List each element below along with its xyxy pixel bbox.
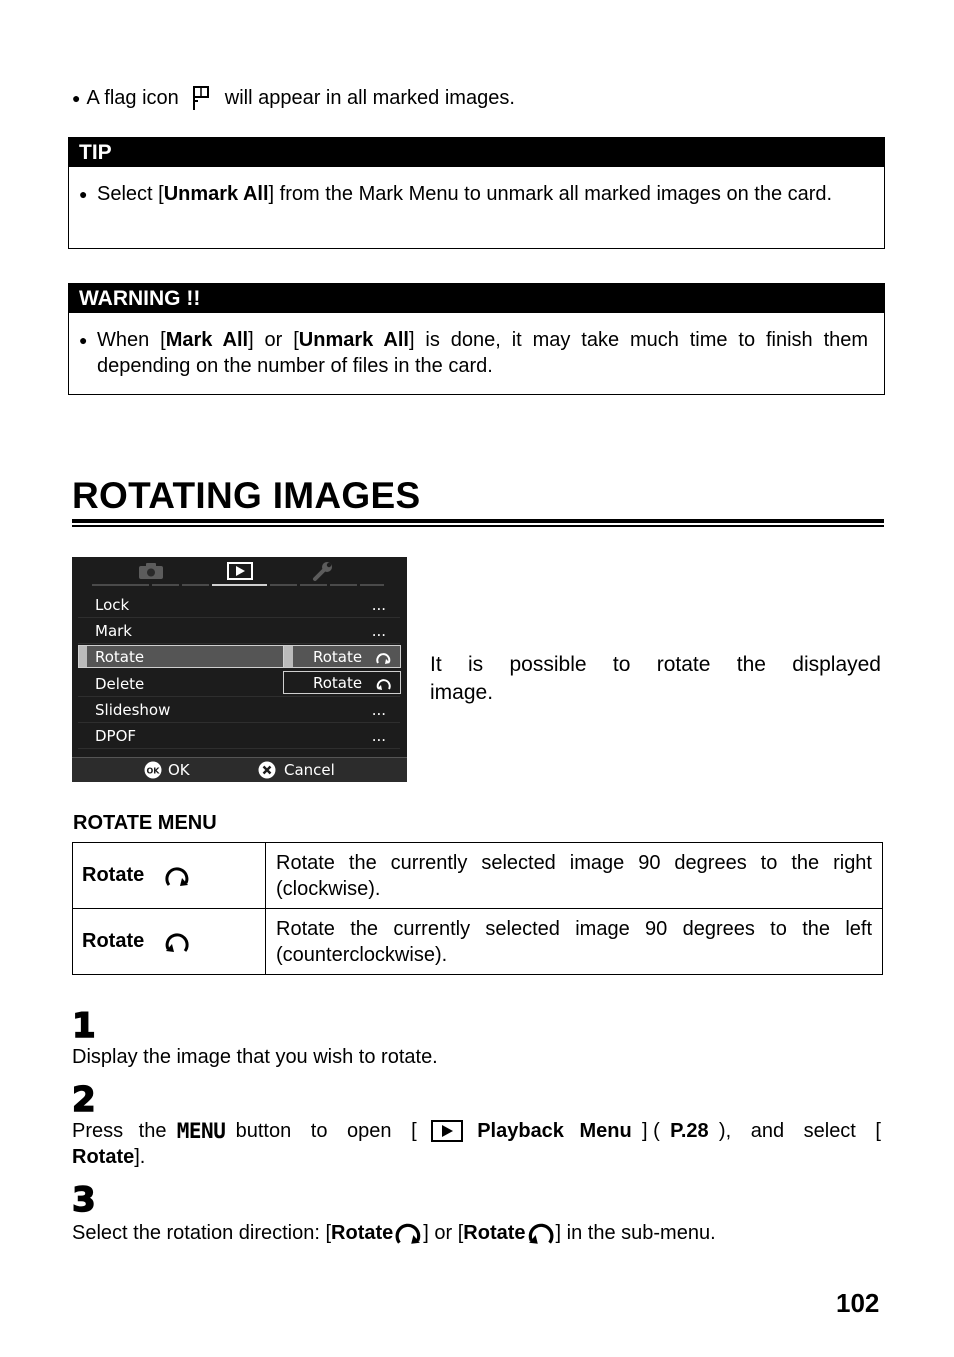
warning-body xyxy=(69,313,884,391)
flag-note xyxy=(72,84,515,112)
tip-body xyxy=(69,167,884,219)
submenu-rotate-clockwise[interactable] xyxy=(283,645,401,668)
camera-menu-tabs xyxy=(92,557,384,587)
menu-item-label: Rotate xyxy=(95,648,145,666)
rotate-option-description: Rotate the currently selected image 90 degrees to the right (clockwise). xyxy=(266,843,883,909)
rotate-option-description: Rotate the currently selected image 90 degrees to the left (counterclockwise). xyxy=(266,909,883,975)
warning-title: WARNING !! xyxy=(69,284,884,313)
playback-menu-label: Playback Menu xyxy=(477,1120,632,1142)
warning-bold-unmark-all: Unmark All xyxy=(298,329,409,351)
rotate-option-label: Rotate xyxy=(82,864,145,887)
step-3-part: ] or [ xyxy=(423,1222,464,1244)
cancel-button[interactable] xyxy=(258,758,335,782)
rotate-option-label: Rotate xyxy=(82,930,145,953)
menu-button-label: MENU xyxy=(176,1119,226,1143)
rotate-menu-label: Rotate xyxy=(72,1146,135,1168)
flag-note-before: A flag icon xyxy=(86,86,179,109)
rotate-menu-heading: ROTATE MENU xyxy=(73,812,217,834)
menu-item-value: ... xyxy=(371,701,386,719)
menu-item-label: Delete xyxy=(95,675,145,693)
rotate-label: Rotate xyxy=(463,1222,526,1244)
step-3-part: ] in the sub-menu. xyxy=(555,1222,716,1244)
warning-text: ] is done, it may take much time to finish them depending on the number of files in the card. xyxy=(97,329,869,377)
page-reference: P.28 xyxy=(670,1120,709,1142)
step-2-part: button to open [ xyxy=(235,1120,417,1142)
step-2-part: ), and select [ xyxy=(718,1120,881,1142)
menu-item-dpof[interactable] xyxy=(78,723,400,749)
rotate-option-cell xyxy=(73,843,266,909)
table-row xyxy=(73,909,883,975)
ok-badge-icon xyxy=(144,761,162,779)
menu-item-lock[interactable] xyxy=(78,592,400,618)
step-2-part: Press the xyxy=(72,1120,167,1142)
camera-menu-screenshot xyxy=(72,557,407,782)
playback-tab-icon xyxy=(227,562,253,580)
submenu-rotate-counterclockwise[interactable] xyxy=(283,671,401,694)
rotate-clockwise-icon xyxy=(375,649,392,665)
page-number: 102 xyxy=(836,1288,880,1318)
rotate-counterclockwise-icon xyxy=(375,675,392,691)
menu-item-label: Slideshow xyxy=(95,701,171,719)
title-rule xyxy=(72,525,884,527)
menu-item-value: ... xyxy=(371,727,386,745)
cancel-x-icon xyxy=(258,761,276,779)
tip-bold-unmark-all: Unmark All xyxy=(163,183,269,205)
camera-icon xyxy=(138,562,164,580)
ok-label: OK xyxy=(168,761,190,779)
menu-item-label: Mark xyxy=(95,622,132,640)
ok-button[interactable] xyxy=(144,758,190,782)
flag-note-after: will appear in all marked images. xyxy=(224,86,515,109)
submenu-label: Rotate xyxy=(313,674,363,692)
step-2-text xyxy=(72,1118,881,1170)
camera-menu-footer xyxy=(72,757,407,782)
cancel-label: Cancel xyxy=(284,761,335,779)
menu-item-label: Lock xyxy=(95,596,130,614)
step-2-part: ]. xyxy=(134,1146,146,1168)
rotate-counterclockwise-icon xyxy=(164,929,190,955)
rotate-clockwise-icon xyxy=(164,863,190,889)
step-1-text: Display the image that you wish to rotate. xyxy=(72,1046,438,1068)
tip-title: TIP xyxy=(69,138,884,167)
menu-item-label: DPOF xyxy=(95,727,137,745)
warning-text: ] or [ xyxy=(248,329,299,351)
svg-text:OK: OK xyxy=(146,766,160,776)
tip-text: Select [ xyxy=(97,183,164,205)
step-3-part: Select the rotation direction: [ xyxy=(72,1222,332,1244)
rotate-option-cell xyxy=(73,909,266,975)
step-number-1: 1 xyxy=(72,1006,95,1046)
rotate-clockwise-icon xyxy=(394,1219,422,1247)
menu-item-slideshow[interactable] xyxy=(78,697,400,723)
menu-item-mark[interactable] xyxy=(78,618,400,644)
step-2-part: ] ( xyxy=(642,1120,660,1142)
description-line: It is possible to rotate the displayed xyxy=(430,653,881,676)
description-line: image. xyxy=(430,681,494,704)
rotate-description xyxy=(430,651,881,707)
flag-icon xyxy=(189,84,215,112)
menu-item-value: ... xyxy=(371,596,386,614)
tip-text: ] from the Mark Menu to unmark all marked images on the card. xyxy=(268,183,833,205)
warning-bold-mark-all: Mark All xyxy=(165,329,249,351)
warning-text: When [ xyxy=(97,329,166,351)
submenu-label: Rotate xyxy=(313,648,363,666)
rotate-counterclockwise-icon xyxy=(527,1219,555,1247)
table-row xyxy=(73,843,883,909)
step-number-2: 2 xyxy=(72,1080,95,1120)
tip-box xyxy=(68,137,885,249)
step-3-text xyxy=(72,1219,881,1247)
menu-item-value: ... xyxy=(371,622,386,640)
step-number-3: 3 xyxy=(72,1180,95,1220)
playback-icon xyxy=(431,1120,463,1142)
title-rule xyxy=(72,519,884,523)
warning-box xyxy=(68,283,885,395)
rotate-label: Rotate xyxy=(331,1222,394,1244)
bullet-dot: ● xyxy=(72,90,81,106)
wrench-icon xyxy=(312,560,336,582)
bullet-dot: ● xyxy=(79,186,88,202)
rotate-menu-table xyxy=(72,842,883,975)
section-title: ROTATING IMAGES xyxy=(72,475,421,516)
bullet-dot: ● xyxy=(79,332,88,348)
